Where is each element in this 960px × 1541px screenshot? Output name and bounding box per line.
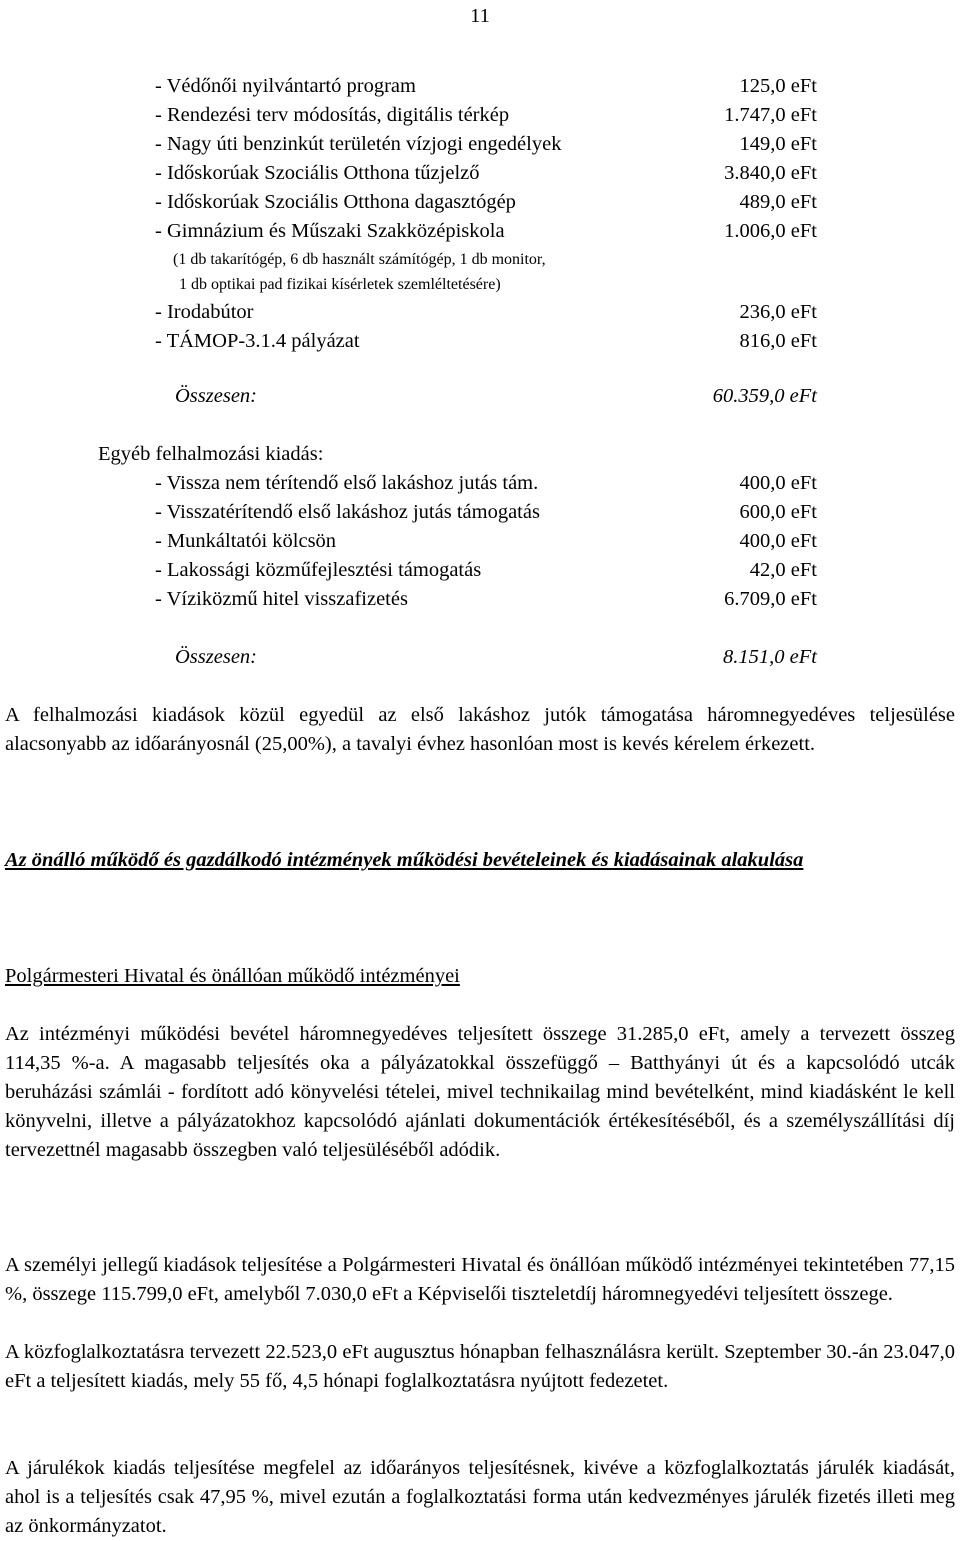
- item-amount: 42,0 eFt: [749, 559, 817, 581]
- list-item: [155, 469, 817, 498]
- section-title: Az önálló működő és gazdálkodó intézmények működési bevételeinek és kiadásainak alakulása: [5, 849, 804, 871]
- list-item: [155, 527, 817, 556]
- other-expenditure-list: [155, 469, 817, 614]
- paragraph: A felhalmozási kiadások közül egyedül az első lakáshoz jutók támogatása háromnegyedéves teljesülése alacsonyabb az időarányosnál (25,00%), a tavalyi évhez hasonlóan most is kevés kérelem érkezett.: [5, 704, 955, 755]
- item-amount: 149,0 eFt: [739, 133, 817, 155]
- other-expenditure-heading: Egyéb felhalmozási kiadás:: [98, 443, 324, 465]
- total-label: Összesen:: [175, 385, 257, 407]
- item-note-line: 1 db optikai pad fizikai kísérletek szemléltetésére): [179, 276, 501, 293]
- paragraph: A személyi jellegű kiadások teljesítése a Polgármesteri Hivatal és önállóan működő intézményei tekintetében 77,15 %, összege 115.799,0 eFt, amelyből 7.030,0 eFt a Képviselői tiszteletdíj háromnegyedévi teljesített összege.: [5, 1254, 955, 1305]
- item-label: - Rendezési terv módosítás, digitális térkép: [155, 104, 510, 126]
- list-item: [155, 101, 817, 130]
- paragraph: A közfoglalkoztatásra tervezett 22.523,0 eFt augusztus hónapban felhasználásra került. Szeptember 30.-án 23.047,0 eFt a teljesített kiadás, mely 55 fő, 4,5 hónapi foglalkoztatásra nyújtott fedezetet.: [5, 1341, 955, 1392]
- item-amount: 125,0 eFt: [739, 75, 817, 97]
- investment-total: [175, 382, 817, 411]
- item-amount: 236,0 eFt: [739, 301, 817, 323]
- item-amount: 6.709,0 eFt: [724, 588, 817, 610]
- item-label: - Víziközmű hitel visszafizetés: [155, 588, 408, 610]
- list-item: [155, 556, 817, 585]
- item-label: - Nagy úti benzinkút területén vízjogi engedélyek: [155, 133, 562, 155]
- item-label: - Visszatérítendő első lakáshoz jutás támogatás: [155, 501, 540, 523]
- item-label: - Vissza nem térítendő első lakáshoz jutás tám.: [155, 472, 539, 494]
- item-amount: 816,0 eFt: [739, 330, 817, 352]
- item-note-line: (1 db takarítógép, 6 db használt számítógép, 1 db monitor,: [173, 251, 546, 268]
- item-label: - TÁMOP-3.1.4 pályázat: [155, 330, 360, 352]
- item-label: - Gimnázium és Műszaki Szakközépiskola: [155, 220, 505, 242]
- total-amount: 8.151,0 eFt: [723, 646, 817, 668]
- item-label: - Időskorúak Szociális Otthona tűzjelző: [155, 162, 480, 184]
- other-expenditure-total: [175, 643, 817, 672]
- paragraph: Az intézményi működési bevétel háromnegyedéves teljesített összege 31.285,0 eFt, amely a tervezett összeg 114,35 %-a. A magasabb teljesítés oka a pályázatokkal összefüggő – Batthyányi út és a kapcsolódó utcák beruházási számlái - fordított adó könyvelési tételei, mivel technikailag mind bevételként, mind kiadásként le kell könyvelni, illetve a pályázatokhoz kapcsolódó ajánlati dokumentációk értékesítéséből, és a személyszállítási díj tervezettnél magasabb összegben való teljesüléséből adódik.: [5, 1023, 955, 1161]
- total-amount: 60.359,0 eFt: [712, 385, 817, 407]
- item-label: - Védőnői nyilvántartó program: [155, 75, 416, 97]
- item-label: - Időskorúak Szociális Otthona dagasztógép: [155, 191, 516, 213]
- list-item: [155, 217, 817, 246]
- list-item: [155, 498, 817, 527]
- list-item: [155, 298, 817, 327]
- subsection-title: Polgármesteri Hivatal és önállóan működő intézményei: [5, 965, 460, 987]
- paragraph: A járulékok kiadás teljesítése megfelel az időarányos teljesítésnek, kivéve a közfoglalkoztatás járulék kiadását, ahol is a teljesítés csak 47,95 %, mivel ezután a foglalkoztatási forma után kedvezményes járulék fizetés illeti meg az önkormányzatot.: [5, 1457, 955, 1537]
- page-number: 11: [470, 5, 490, 27]
- item-amount: 1.747,0 eFt: [724, 104, 817, 126]
- list-item: [155, 130, 817, 159]
- list-item: [155, 585, 817, 614]
- list-item: [155, 188, 817, 217]
- item-amount: 400,0 eFt: [739, 472, 817, 494]
- item-amount: 3.840,0 eFt: [724, 162, 817, 184]
- total-label: Összesen:: [175, 646, 257, 668]
- item-amount: 1.006,0 eFt: [724, 220, 817, 242]
- item-amount: 600,0 eFt: [739, 501, 817, 523]
- item-label: - Irodabútor: [155, 301, 254, 323]
- item-label: - Munkáltatói kölcsön: [155, 530, 337, 552]
- item-amount: 400,0 eFt: [739, 530, 817, 552]
- item-amount: 489,0 eFt: [739, 191, 817, 213]
- list-item: [155, 327, 817, 356]
- investment-list: [155, 72, 817, 356]
- list-item: [155, 159, 817, 188]
- item-label: - Lakossági közműfejlesztési támogatás: [155, 559, 482, 581]
- list-item: [155, 72, 817, 101]
